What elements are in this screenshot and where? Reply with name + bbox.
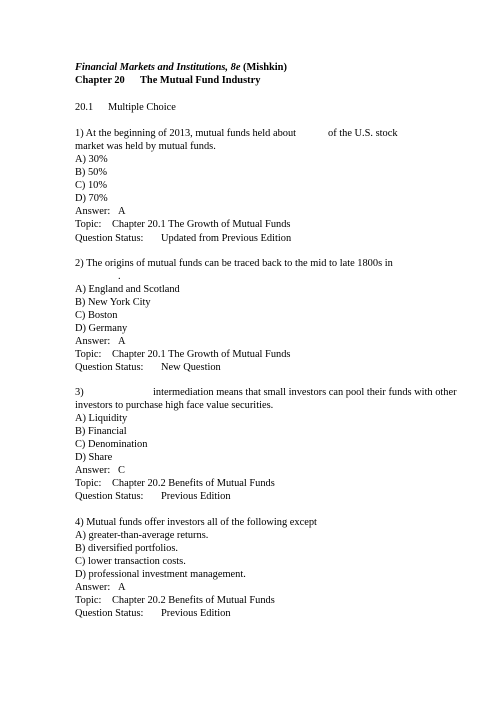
topic-value: Chapter 20.2 Benefits of Mutual Funds (112, 595, 275, 606)
option-d: D) Germany (75, 323, 128, 334)
answer-value: A (118, 582, 126, 593)
question-text: 1) At the beginning of 2013, mutual funds held about (75, 128, 297, 139)
answer-label: Answer: (75, 206, 111, 217)
chapter-title: The Mutual Fund Industry (140, 75, 261, 86)
option-a: A) Liquidity (75, 413, 128, 424)
question-text-line2: investors to purchase high face value securities. (75, 400, 274, 411)
option-d: D) 70% (75, 193, 108, 204)
status-label: Question Status: (75, 362, 144, 373)
question-text-cont: intermediation means that small investors can pool their funds with other (153, 387, 457, 398)
status-value: Previous Edition (161, 491, 231, 502)
book-title: Financial Markets and Institutions, 8e (75, 62, 241, 73)
question-text: 3) (75, 387, 84, 398)
answer-value: C (118, 465, 125, 476)
option-c: C) lower transaction costs. (75, 556, 186, 567)
topic-value: Chapter 20.1 The Growth of Mutual Funds (112, 219, 291, 230)
question-text-line2: market was held by mutual funds. (75, 141, 216, 152)
chapter-num: Chapter 20 (75, 75, 125, 86)
status-label: Question Status: (75, 233, 144, 244)
question-text-line2: . (118, 271, 121, 282)
question-text: 4) Mutual funds offer investors all of the following except (75, 517, 317, 528)
option-d: D) Share (75, 452, 113, 463)
topic-value: Chapter 20.2 Benefits of Mutual Funds (112, 478, 275, 489)
option-b: B) diversified portfolios. (75, 543, 179, 554)
status-value: New Question (161, 362, 221, 373)
topic-label: Topic: (75, 219, 102, 230)
section-title: Multiple Choice (108, 102, 176, 113)
option-c: C) Denomination (75, 439, 148, 450)
option-c: C) 10% (75, 180, 108, 191)
option-b: B) Financial (75, 426, 127, 437)
answer-label: Answer: (75, 465, 111, 476)
status-value: Previous Edition (161, 608, 231, 619)
status-value: Updated from Previous Edition (161, 233, 292, 244)
option-a: A) England and Scotland (75, 284, 180, 295)
answer-label: Answer: (75, 582, 111, 593)
option-b: B) 50% (75, 167, 108, 178)
answer-value: A (118, 206, 126, 217)
option-b: B) New York City (75, 297, 151, 308)
section-num: 20.1 (75, 102, 94, 113)
topic-label: Topic: (75, 478, 102, 489)
option-d: D) professional investment management. (75, 569, 246, 580)
option-a: A) greater-than-average returns. (75, 530, 209, 541)
topic-value: Chapter 20.1 The Growth of Mutual Funds (112, 349, 291, 360)
option-c: C) Boston (75, 310, 118, 321)
status-label: Question Status: (75, 608, 144, 619)
question-text-cont: of the U.S. stock (328, 128, 398, 139)
book-title-line (75, 61, 287, 74)
topic-label: Topic: (75, 349, 102, 360)
answer-value: A (118, 336, 126, 347)
topic-label: Topic: (75, 595, 102, 606)
status-label: Question Status: (75, 491, 144, 502)
book-author: (Mishkin) (240, 62, 287, 73)
question-text: 2) The origins of mutual funds can be traced back to the mid to late 1800s in (75, 258, 393, 269)
option-a: A) 30% (75, 154, 108, 165)
answer-label: Answer: (75, 336, 111, 347)
